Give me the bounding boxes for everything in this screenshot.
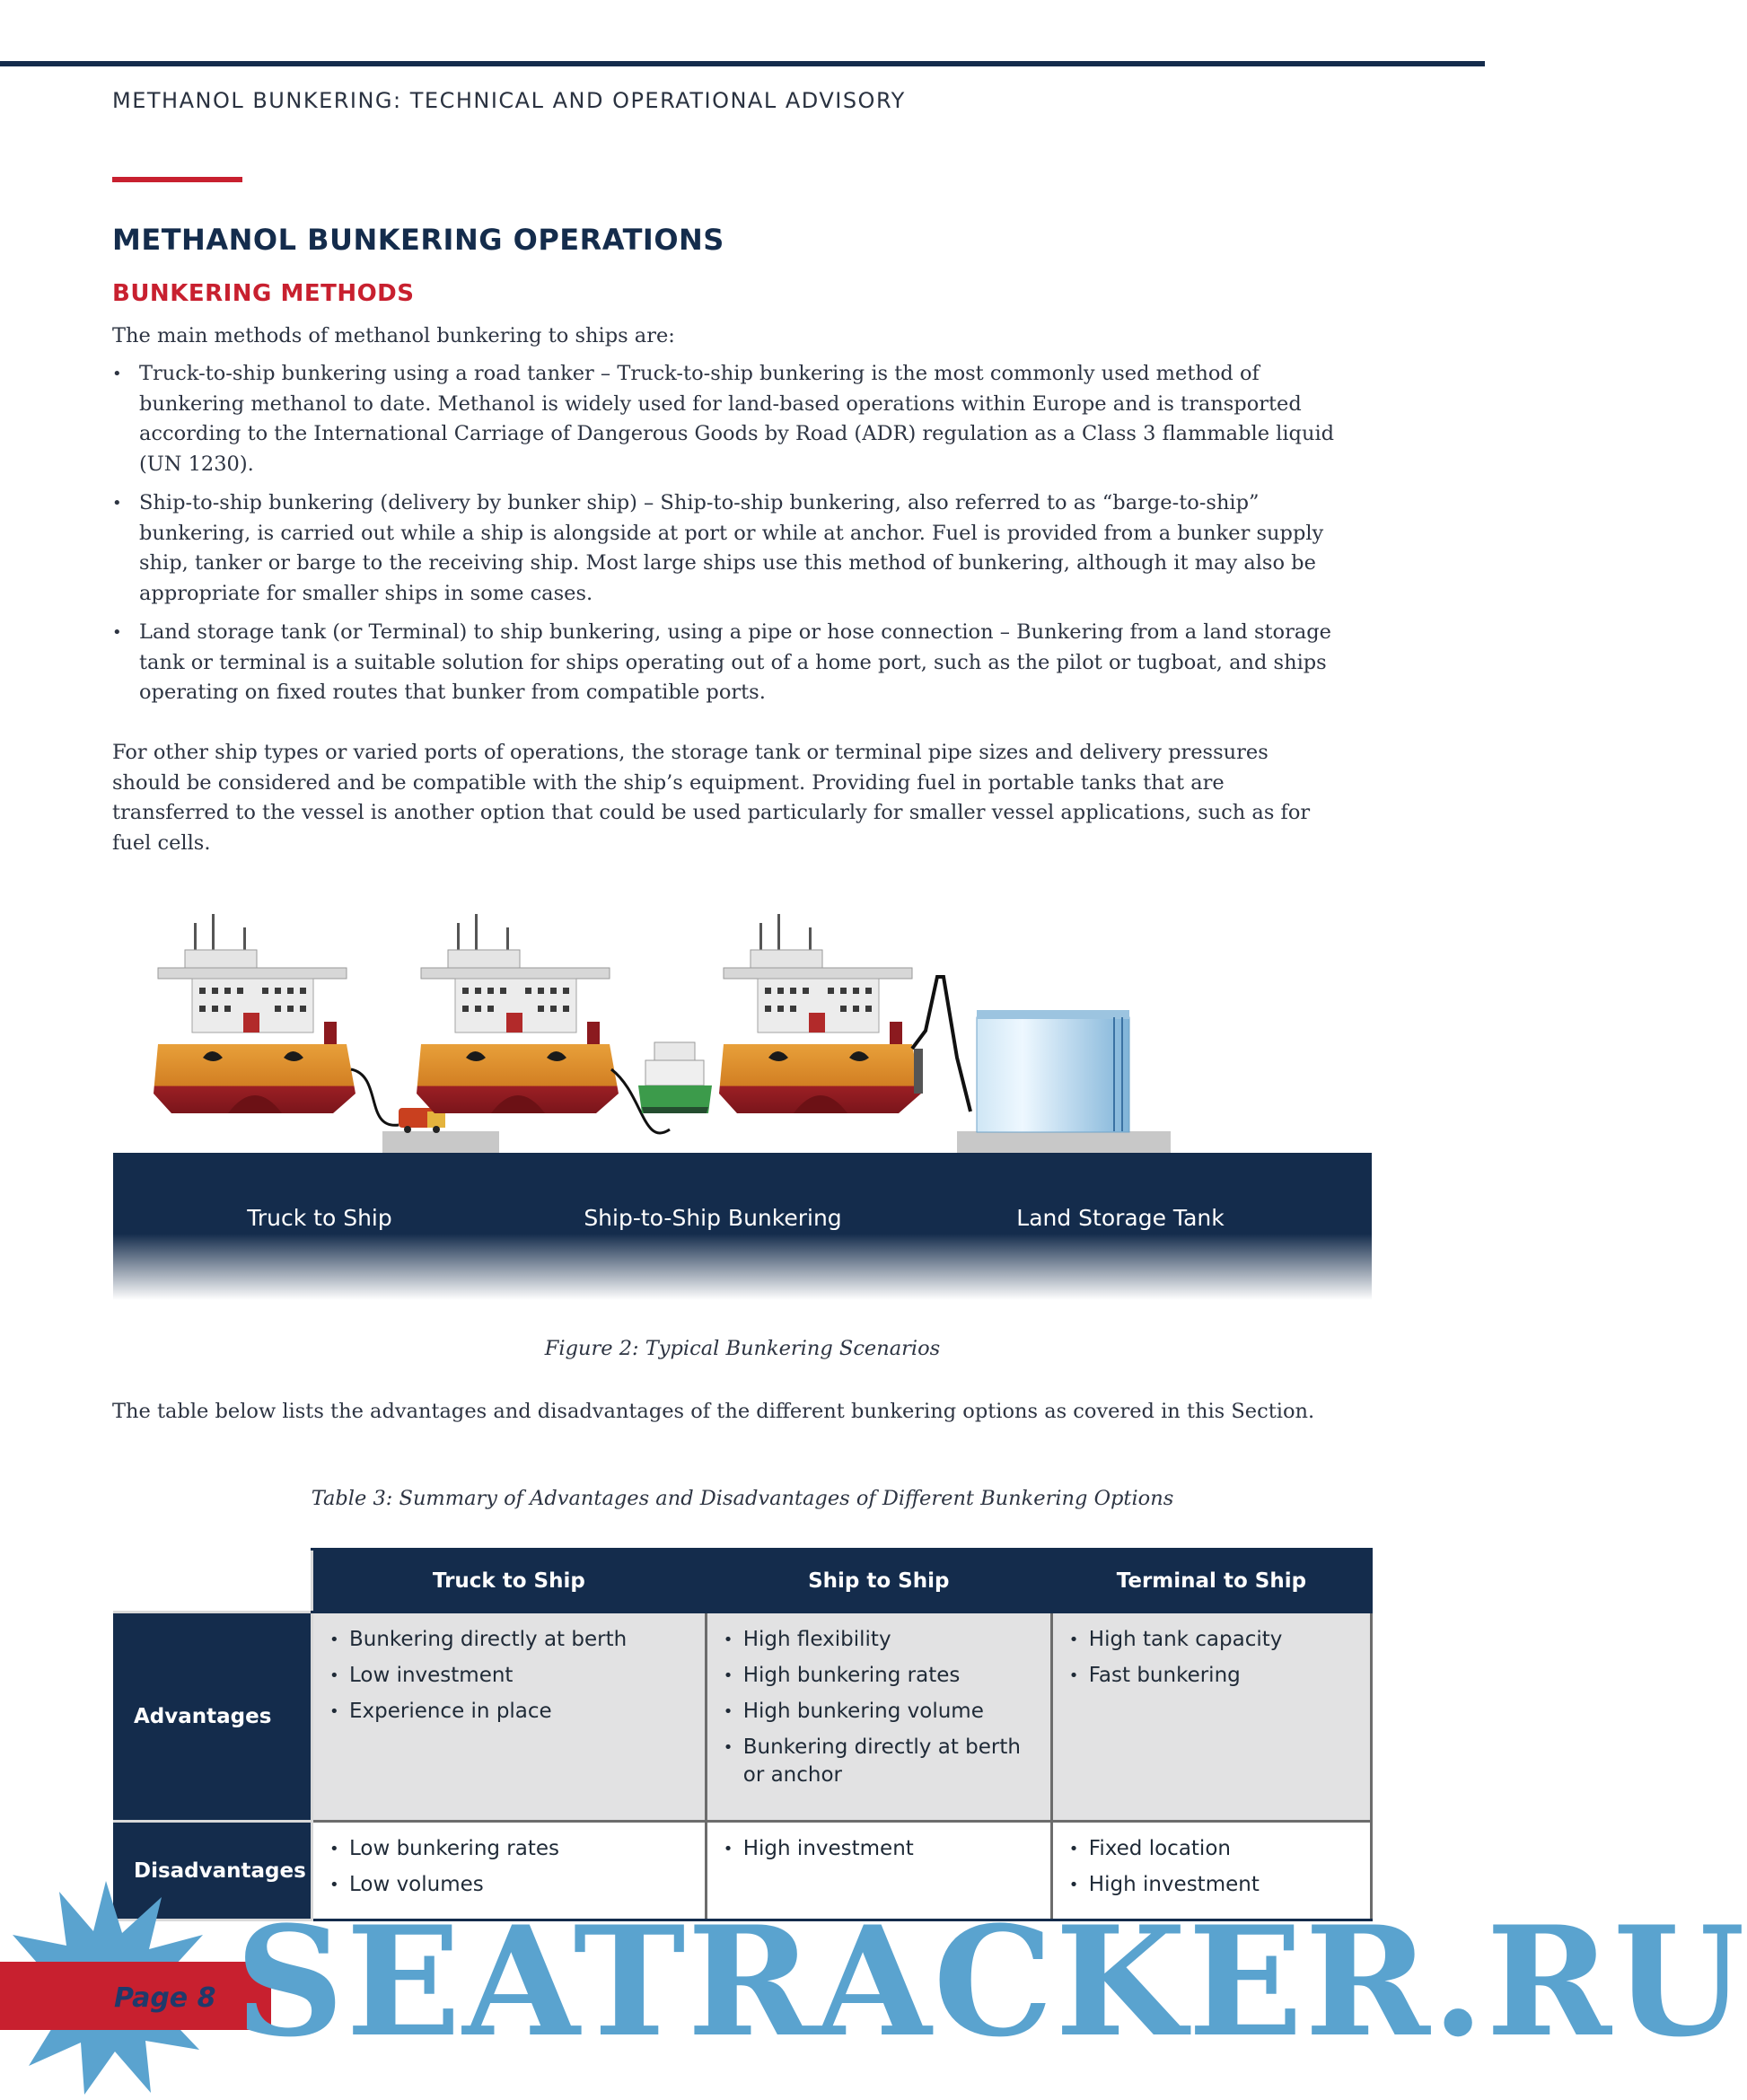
table-row [115, 1612, 1372, 1822]
table-header-row [115, 1550, 1372, 1612]
bunkering-methods-list [112, 359, 1342, 717]
row-header: Advantages [115, 1612, 312, 1822]
table-cell [706, 1612, 1051, 1822]
body-paragraph: For other ship types or varied ports of operations, the storage tank or terminal pipe sizes and delivery pressures should be considered and be compatible with the ship’s equipment. Providing fuel in portable tanks that are transferred to the vessel is another option that could be used particularly for smaller vessel applications, such as for fuel cells. [112, 741, 1311, 855]
page-number: Page 8 [114, 1982, 216, 2014]
section-title: METHANOL BUNKERING OPERATIONS [112, 223, 724, 257]
section-accent-bar [112, 177, 242, 182]
list-item: • Low investment [326, 1662, 692, 1690]
list-item: • High tank capacity [1066, 1626, 1357, 1654]
table-caption: Table 3: Summary of Advantages and Disadvantages of Different Bunkering Options [311, 1487, 1174, 1510]
figure-caption: Figure 2: Typical Bunkering Scenarios [544, 1337, 941, 1360]
table-intro-paragraph: The table below lists the advantages and disadvantages of the different bunkering options as covered in this Section. [112, 1400, 1315, 1423]
column-header: Terminal to Ship [1051, 1550, 1371, 1612]
list-item: • Bunkering directly at berth or anchor [720, 1734, 1038, 1789]
column-header: Ship to Ship [706, 1550, 1051, 1612]
list-item: • Fast bunkering [1066, 1662, 1357, 1690]
list-item: • Bunkering directly at berth [326, 1626, 692, 1654]
list-item: • Ship-to-ship bunkering (delivery by bunker ship) – Ship-to-ship bunkering, also referred to as “barge-to-ship” bunkering, is carried out while a ship is alongside at port or while at anchor. Fuel is provided from a bunker supply ship, tanker or barge to the receiving ship. Most large ships use this method of bunkering, although it may also be appropriate for smaller ships in some cases. [112, 488, 1342, 609]
list-item: • Fixed location [1066, 1835, 1357, 1863]
list-item: • High bunkering rates [720, 1662, 1038, 1690]
running-header: METHANOL BUNKERING: TECHNICAL AND OPERATIONAL ADVISORY [112, 88, 906, 113]
list-item: • High bunkering volume [720, 1698, 1038, 1726]
watermark-text: SEATRACKER.RU [235, 1893, 1747, 2070]
subsection-title: BUNKERING METHODS [112, 280, 415, 307]
list-item: • Low volumes [326, 1871, 692, 1899]
row-header: Disadvantages [115, 1822, 312, 1920]
top-rule [0, 61, 1485, 66]
figure-label-storage-tank: Land Storage Tank [1016, 1205, 1225, 1231]
list-item: • High investment [720, 1835, 1038, 1863]
list-item: • Truck-to-ship bunkering using a road tanker – Truck-to-ship bunkering is the most commonly used method of bunkering methanol to date. Methanol is widely used for land-based operations within Europe and is transported according to the International Carriage of Dangerous Goods by Road (ADR) regulation as a Class 3 flammable liquid (UN 1230). [112, 359, 1342, 479]
figure-label-ship-to-ship: Ship-to-Ship Bunkering [584, 1205, 842, 1231]
bunkering-options-table [113, 1548, 1373, 1921]
figure-label-truck: Truck to Ship [247, 1205, 392, 1231]
list-item: • Land storage tank (or Terminal) to ship bunkering, using a pipe or hose connection – Bunkering from a land storage tank or terminal is a suitable solution for ships operating out of a home port, such as the pilot or tugboat, and ships operating on fixed routes that bunker from compatible ports. [112, 618, 1342, 708]
list-item: • High investment [1066, 1871, 1357, 1899]
column-header: Truck to Ship [312, 1550, 706, 1612]
intro-paragraph: The main methods of methanol bunkering to ships are: [112, 324, 675, 347]
list-item: • Experience in place [326, 1698, 692, 1726]
bunkering-scenarios-figure [113, 923, 1372, 1300]
table-cell [1051, 1612, 1371, 1822]
table-cell [312, 1612, 706, 1822]
list-item: • High flexibility [720, 1626, 1038, 1654]
list-item: • Low bunkering rates [326, 1835, 692, 1863]
